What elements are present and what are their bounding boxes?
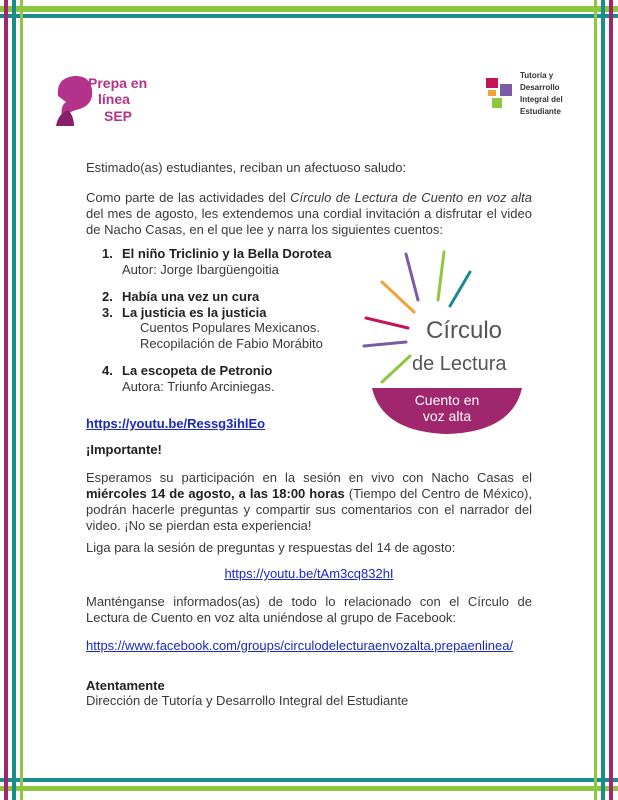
facebook-link-line (86, 638, 532, 654)
tutoria-logo-text: Tutoría y Desarrollo Integral del Estudiante (520, 71, 563, 116)
list-item: 3. La justicia es la justicia Cuentos Populares Mexicanos. Recopilación de Fabio Morábito (102, 304, 323, 351)
frame-left-magenta (4, 0, 8, 800)
frame-right-magenta (609, 0, 613, 800)
circulo-de-lectura-logo (352, 242, 534, 438)
frame-right-teal (601, 0, 605, 800)
list-item: 4. La escopeta de Petronio Autora: Triunfo Arciniegas. (102, 363, 275, 394)
signature: Dirección de Tutoría y Desarrollo Integral del Estudiante (86, 693, 409, 708)
list-item: 1. El niño Triclinio y la Bella Dorotea Autor: Jorge Ibargüengoitia (102, 246, 332, 277)
tutoria-logo-icon (484, 74, 518, 118)
svg-text:de Lectura: de Lectura (412, 353, 507, 375)
svg-text:Prepa en: Prepa en (88, 75, 148, 91)
closing: Atentamente (86, 678, 165, 693)
frame-top-teal (0, 14, 618, 18)
greeting: Estimado(as) estudiantes, reciban un afectuoso saludo: (86, 160, 407, 175)
facebook-paragraph: Manténganse informados(as) de todo lo relacionado con el Círculo de Lectura de Cuento en voz alta uniéndose al grupo de Facebook: (86, 594, 532, 625)
svg-text:Círculo: Círculo (426, 317, 503, 344)
qa-link-line (86, 566, 532, 582)
video-link-line (86, 416, 532, 432)
list-item: 2. Había una vez un cura (102, 289, 260, 304)
frame-left-green (20, 0, 23, 800)
qa-text: Liga para la sesión de preguntas y respuestas del 14 de agosto: (86, 540, 456, 555)
intro-paragraph: Como parte de las actividades del Círculo de Lectura de Cuento en voz alta del mes de agosto, les extendemos una cordial invitación a disfrutar el video de Nacho Casas, en el que lee y narra los siguientes cuentos: (86, 190, 532, 237)
svg-text:Cuento en: Cuento en (414, 392, 480, 408)
facebook-link[interactable]: https://www.facebook.com/groups/circulodelecturaenvozalta.prepaenlinea/ (86, 638, 514, 653)
frame-bottom-teal (0, 778, 618, 782)
svg-text:voz alta: voz alta (422, 408, 472, 424)
stories-list (102, 246, 332, 394)
qa-link[interactable]: https://youtu.be/tAm3cq832hI (224, 566, 394, 581)
frame-right-green (594, 0, 597, 800)
svg-text:línea: línea (98, 91, 130, 107)
prepa-en-linea-logo (52, 66, 148, 136)
session-paragraph: Esperamos su participación en la sesión en vivo con Nacho Casas el miércoles 14 de agosto, a las 18:00 horas (Tiempo del Centro de México), podrán hacerle preguntas y compartir sus comentarios con el narrador del video. ¡No se pierdan esta experiencia! (86, 470, 533, 533)
frame-bottom-green (0, 786, 618, 791)
important-heading: ¡Importante! (86, 442, 162, 457)
video-link[interactable]: https://youtu.be/Ressg3ihlEo (86, 416, 266, 431)
frame-left-teal (12, 0, 16, 800)
frame-top-green (0, 6, 618, 12)
svg-text:SEP: SEP (104, 108, 133, 124)
